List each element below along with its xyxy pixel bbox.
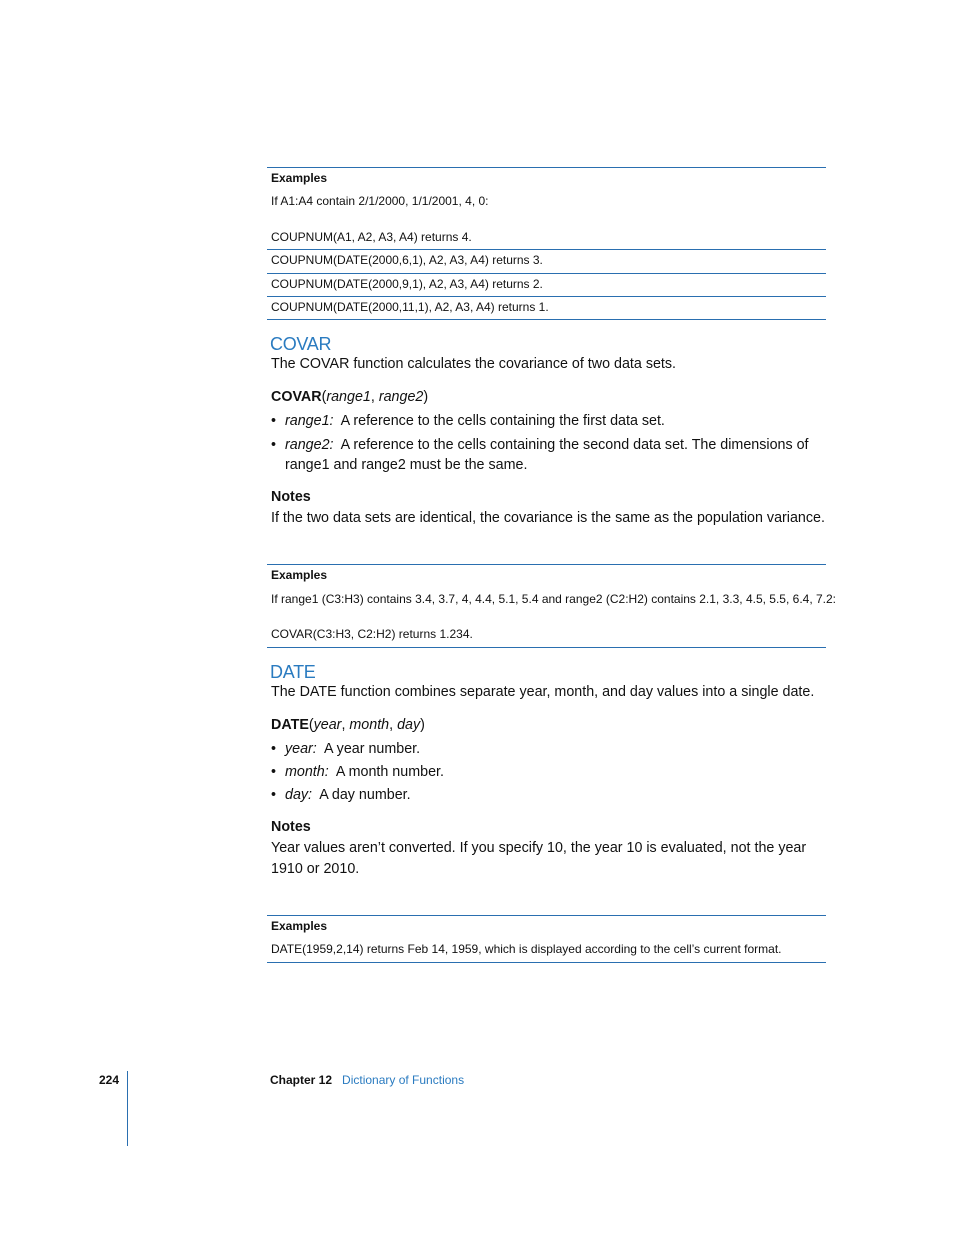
date-syntax-arg: month [349, 717, 390, 733]
date-description: The DATE function combines separate year, month, and day values into a single date. [271, 684, 815, 700]
arg-name: month: [285, 764, 329, 780]
covar-notes-text: If the two data sets are identical, the covariance is the same as the population variance. [271, 510, 825, 526]
date-examples-heading: Examples [271, 919, 328, 933]
arg-text: A month number. [335, 764, 444, 780]
syntax-paren: ( [321, 389, 327, 405]
table-row-divider [267, 296, 826, 297]
bullet-icon: • [271, 764, 277, 780]
syntax-paren: ) [420, 717, 425, 733]
covar-examples-intro: If range1 (C3:H3) contains 3.4, 3.7, 4, 4.4, 5.1, 5.4 and range2 (C2:H2) contains 2.1, 3.3, 4.5, 5.5, 6.4, 7.2: [271, 592, 837, 606]
coupnum-example-row: COUPNUM(DATE(2000,6,1), A2, A3, A4) returns 3. [271, 253, 543, 267]
covar-description: The COVAR function calculates the covariance of two data sets. [271, 356, 677, 372]
covar-syntax-arg: range2 [378, 389, 424, 405]
date-notes-heading: Notes [271, 819, 311, 835]
syntax-separator: , [389, 717, 398, 733]
coupnum-examples-heading: Examples [271, 171, 328, 185]
arg-name: range2: [285, 437, 334, 453]
date-notes-text: Year values aren’t converted. If you specify 10, the year 10 is evaluated, not the year 1910 or 2010. [271, 840, 807, 877]
covar-notes-heading: Notes [271, 489, 311, 505]
bullet-icon: • [271, 787, 277, 803]
syntax-separator: , [341, 717, 350, 733]
covar-heading: COVAR [270, 334, 332, 354]
coupnum-examples-bottom-rule [267, 319, 826, 320]
syntax-paren: ) [423, 389, 429, 405]
coupnum-example-row: COUPNUM(DATE(2000,11,1), A2, A3, A4) returns 1. [271, 300, 549, 314]
date-syntax-arg: day [397, 717, 421, 733]
bullet-icon: • [271, 437, 277, 453]
covar-examples-top-rule [267, 564, 826, 565]
covar-example-result: COVAR(C3:H3, C2:H2) returns 1.234. [271, 627, 473, 641]
date-examples-bottom-rule [267, 962, 826, 963]
arg-name: day: [285, 787, 313, 803]
coupnum-examples-intro: If A1:A4 contain 2/1/2000, 1/1/2001, 4, 0: [271, 194, 489, 208]
coupnum-examples-top-rule [267, 167, 826, 168]
arg-text: A year number. [323, 741, 421, 757]
bullet-icon: • [271, 741, 277, 757]
date-examples-top-rule [267, 915, 826, 916]
syntax-separator: , [370, 389, 379, 405]
arg-text: A reference to the cells containing the second data set. The dimensions of range1 and range2 must be the same. [285, 437, 809, 473]
covar-syntax-arg: range1 [326, 389, 371, 405]
date-syntax-name: DATE [271, 717, 309, 733]
table-row-divider [267, 273, 826, 274]
page-number: 224 [99, 1073, 120, 1087]
chapter-label: Chapter 12 [270, 1073, 333, 1087]
bullet-icon: • [271, 413, 277, 429]
date-example-result: DATE(1959,2,14) returns Feb 14, 1959, which is displayed according to the cell’s current format. [271, 942, 782, 956]
covar-examples-bottom-rule [267, 647, 826, 648]
covar-syntax [271, 387, 428, 408]
chapter-title-link[interactable]: Dictionary of Functions [342, 1073, 465, 1087]
footer-chapter [270, 1073, 464, 1087]
table-row-divider [267, 249, 826, 250]
coupnum-example-row: COUPNUM(A1, A2, A3, A4) returns 4. [271, 230, 472, 244]
syntax-paren: ( [308, 717, 314, 733]
coupnum-example-row: COUPNUM(DATE(2000,9,1), A2, A3, A4) returns 2. [271, 277, 543, 291]
arg-name: year: [285, 741, 317, 757]
date-syntax [271, 715, 425, 736]
covar-syntax-name: COVAR [271, 389, 322, 405]
covar-examples-heading: Examples [271, 568, 328, 582]
date-heading: DATE [270, 662, 316, 682]
date-syntax-arg: year [313, 717, 342, 733]
arg-text: A day number. [319, 787, 411, 803]
arg-text: A reference to the cells containing the first data set. [340, 413, 665, 429]
arg-name: range1: [285, 413, 334, 429]
footer-divider [127, 1071, 128, 1146]
